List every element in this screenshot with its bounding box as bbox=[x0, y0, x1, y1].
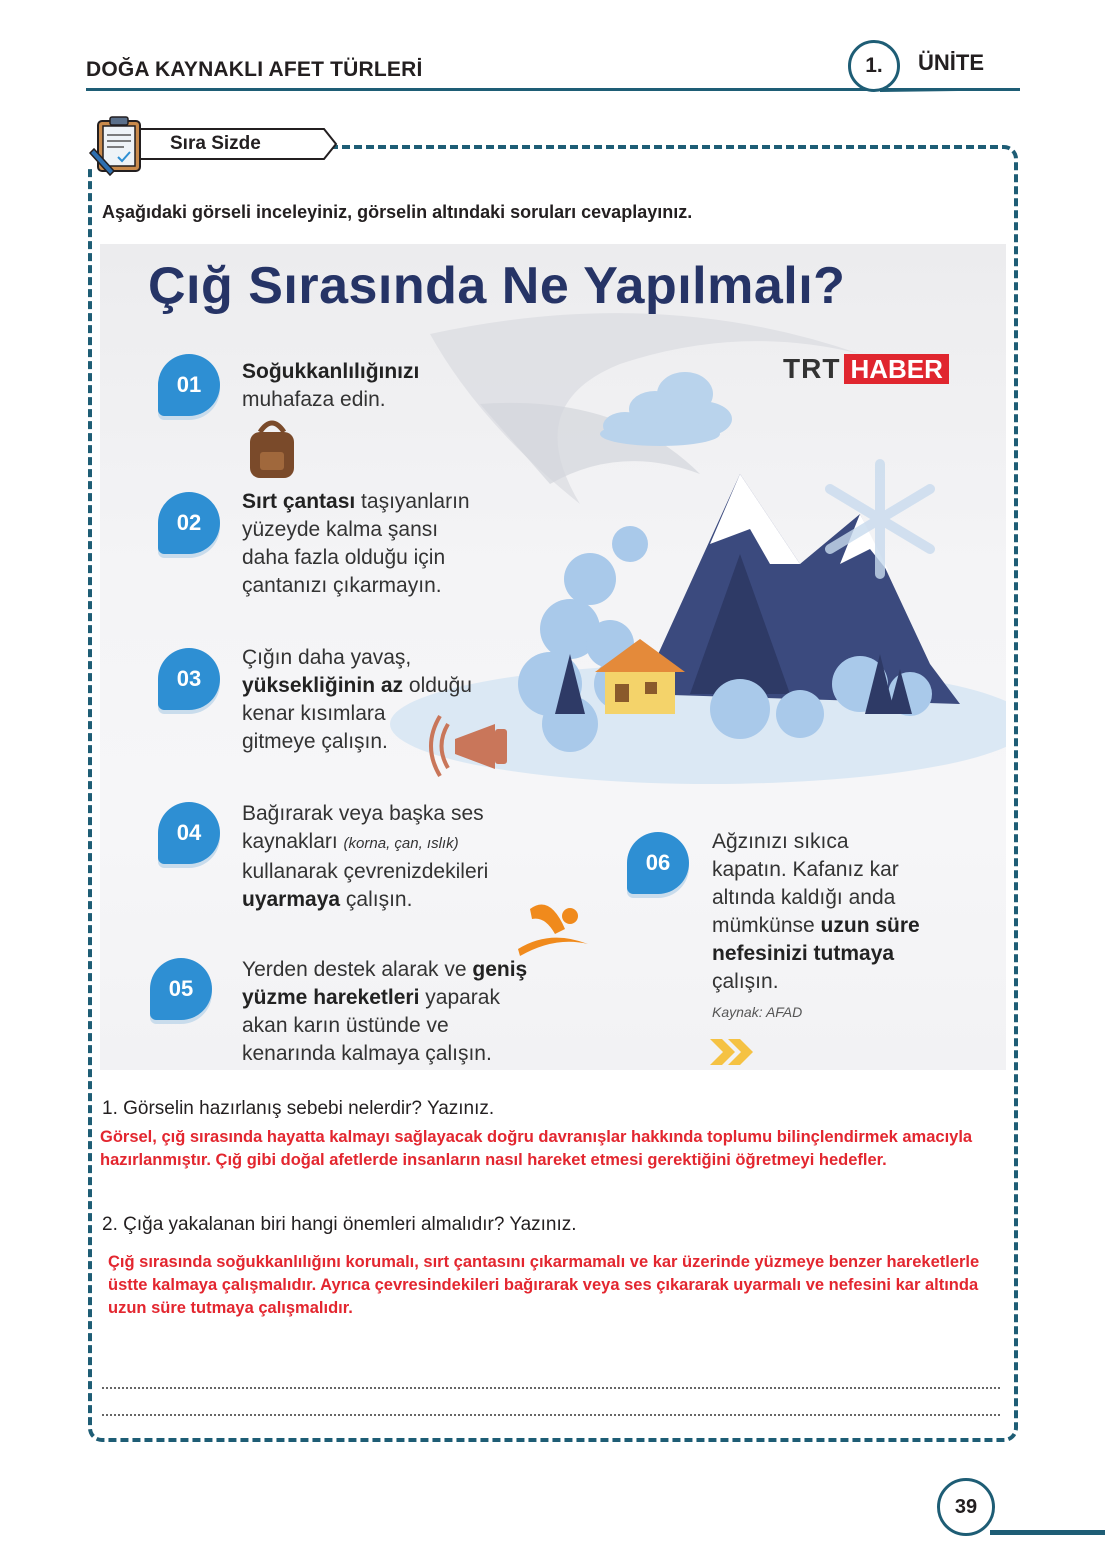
step-text: Çığın daha yavaş, yüksekliğinin az olduğu kenar kısımlara gitmeye çalışın. bbox=[242, 646, 472, 753]
step-text: Soğukkanlılığınızı muhafaza edin. bbox=[242, 360, 420, 411]
source-credit: Kaynak: AFAD bbox=[712, 1004, 803, 1020]
step-number-badge: 03 bbox=[158, 648, 220, 710]
unit-number-badge: 1. bbox=[848, 40, 900, 92]
step-text: Ağzınızı sıkıca kapatın. Kafanız kar altında kaldığı anda mümkünse uzun süre nefesinizi tutmaya çalışın. bbox=[712, 830, 920, 993]
footer-rule bbox=[990, 1530, 1105, 1535]
question-2: 2. Çığa yakalanan biri hangi önemleri almalıdır? Yazınız. bbox=[102, 1214, 577, 1235]
step-number-badge: 04 bbox=[158, 802, 220, 864]
question-1: 1. Görselin hazırlanış sebebi nelerdir? Yazınız. bbox=[102, 1098, 495, 1119]
swimmer-icon bbox=[518, 905, 588, 957]
answer-line bbox=[102, 1385, 1000, 1389]
badge-label: Sıra Sizde bbox=[170, 133, 261, 154]
clipboard-icon bbox=[88, 113, 148, 179]
answer-1: Görsel, çığ sırasında hayatta kalmayı sağlayacak doğru davranışlar hakkında toplumu bilinçlendirmek amacıyla hazırlanmıştır. Çığ gibi doğal afetlerde insanların nasıl hareket etmesi gerektiğini öğretmeyi hedefler. bbox=[100, 1128, 973, 1169]
avalanche-infographic bbox=[100, 244, 1006, 1070]
page-number: 39 bbox=[937, 1478, 995, 1536]
step-text: Yerden destek alarak ve geniş yüzme hareketleri yaparak akan karın üstünde ve kenarında kalmaya çalışın. bbox=[242, 958, 528, 1065]
step-text: Bağırarak veya başka ses kaynakları (korna, çan, ıslık) kullanarak çevrenizdekileri uyarmaya çalışın. bbox=[242, 802, 489, 911]
step-number-badge: 05 bbox=[150, 958, 212, 1020]
answer-line bbox=[102, 1412, 1000, 1416]
chevron-right-icon bbox=[710, 1039, 753, 1065]
instruction-text: Aşağıdaki görseli inceleyiniz, görselin altındaki soruları cevaplayınız. bbox=[102, 202, 693, 222]
answer-2: Çığ sırasında soğukkanlılığını korumalı, sırt çantasını çıkarmamalı ve kar üzerinde yüzmeye benzer hareketlerle üstte kalmaya çalışmalıdır. Ayrıca çevresindekileri bağırarak veya ses çıkararak uyarmalı ve nefesini kar altında uzun süre tutmaya çalışmalıdır. bbox=[108, 1253, 980, 1317]
step-number-badge: 01 bbox=[158, 354, 220, 416]
infographic-title: Çığ Sırasında Ne Yapılmalı? bbox=[148, 257, 846, 315]
unit-label: ÜNİTE bbox=[918, 50, 984, 75]
step-text: Sırt çantası taşıyanların yüzeyde kalma şansı daha fazla olduğu için çantanızı çıkarmayın. bbox=[242, 490, 470, 597]
chapter-title: DOĞA KAYNAKLI AFET TÜRLERİ bbox=[86, 58, 423, 81]
step-number-badge: 06 bbox=[627, 832, 689, 894]
trt-haber-logo: TRT HABER bbox=[783, 354, 949, 384]
backpack-icon bbox=[250, 423, 294, 478]
step-number-badge: 02 bbox=[158, 492, 220, 554]
